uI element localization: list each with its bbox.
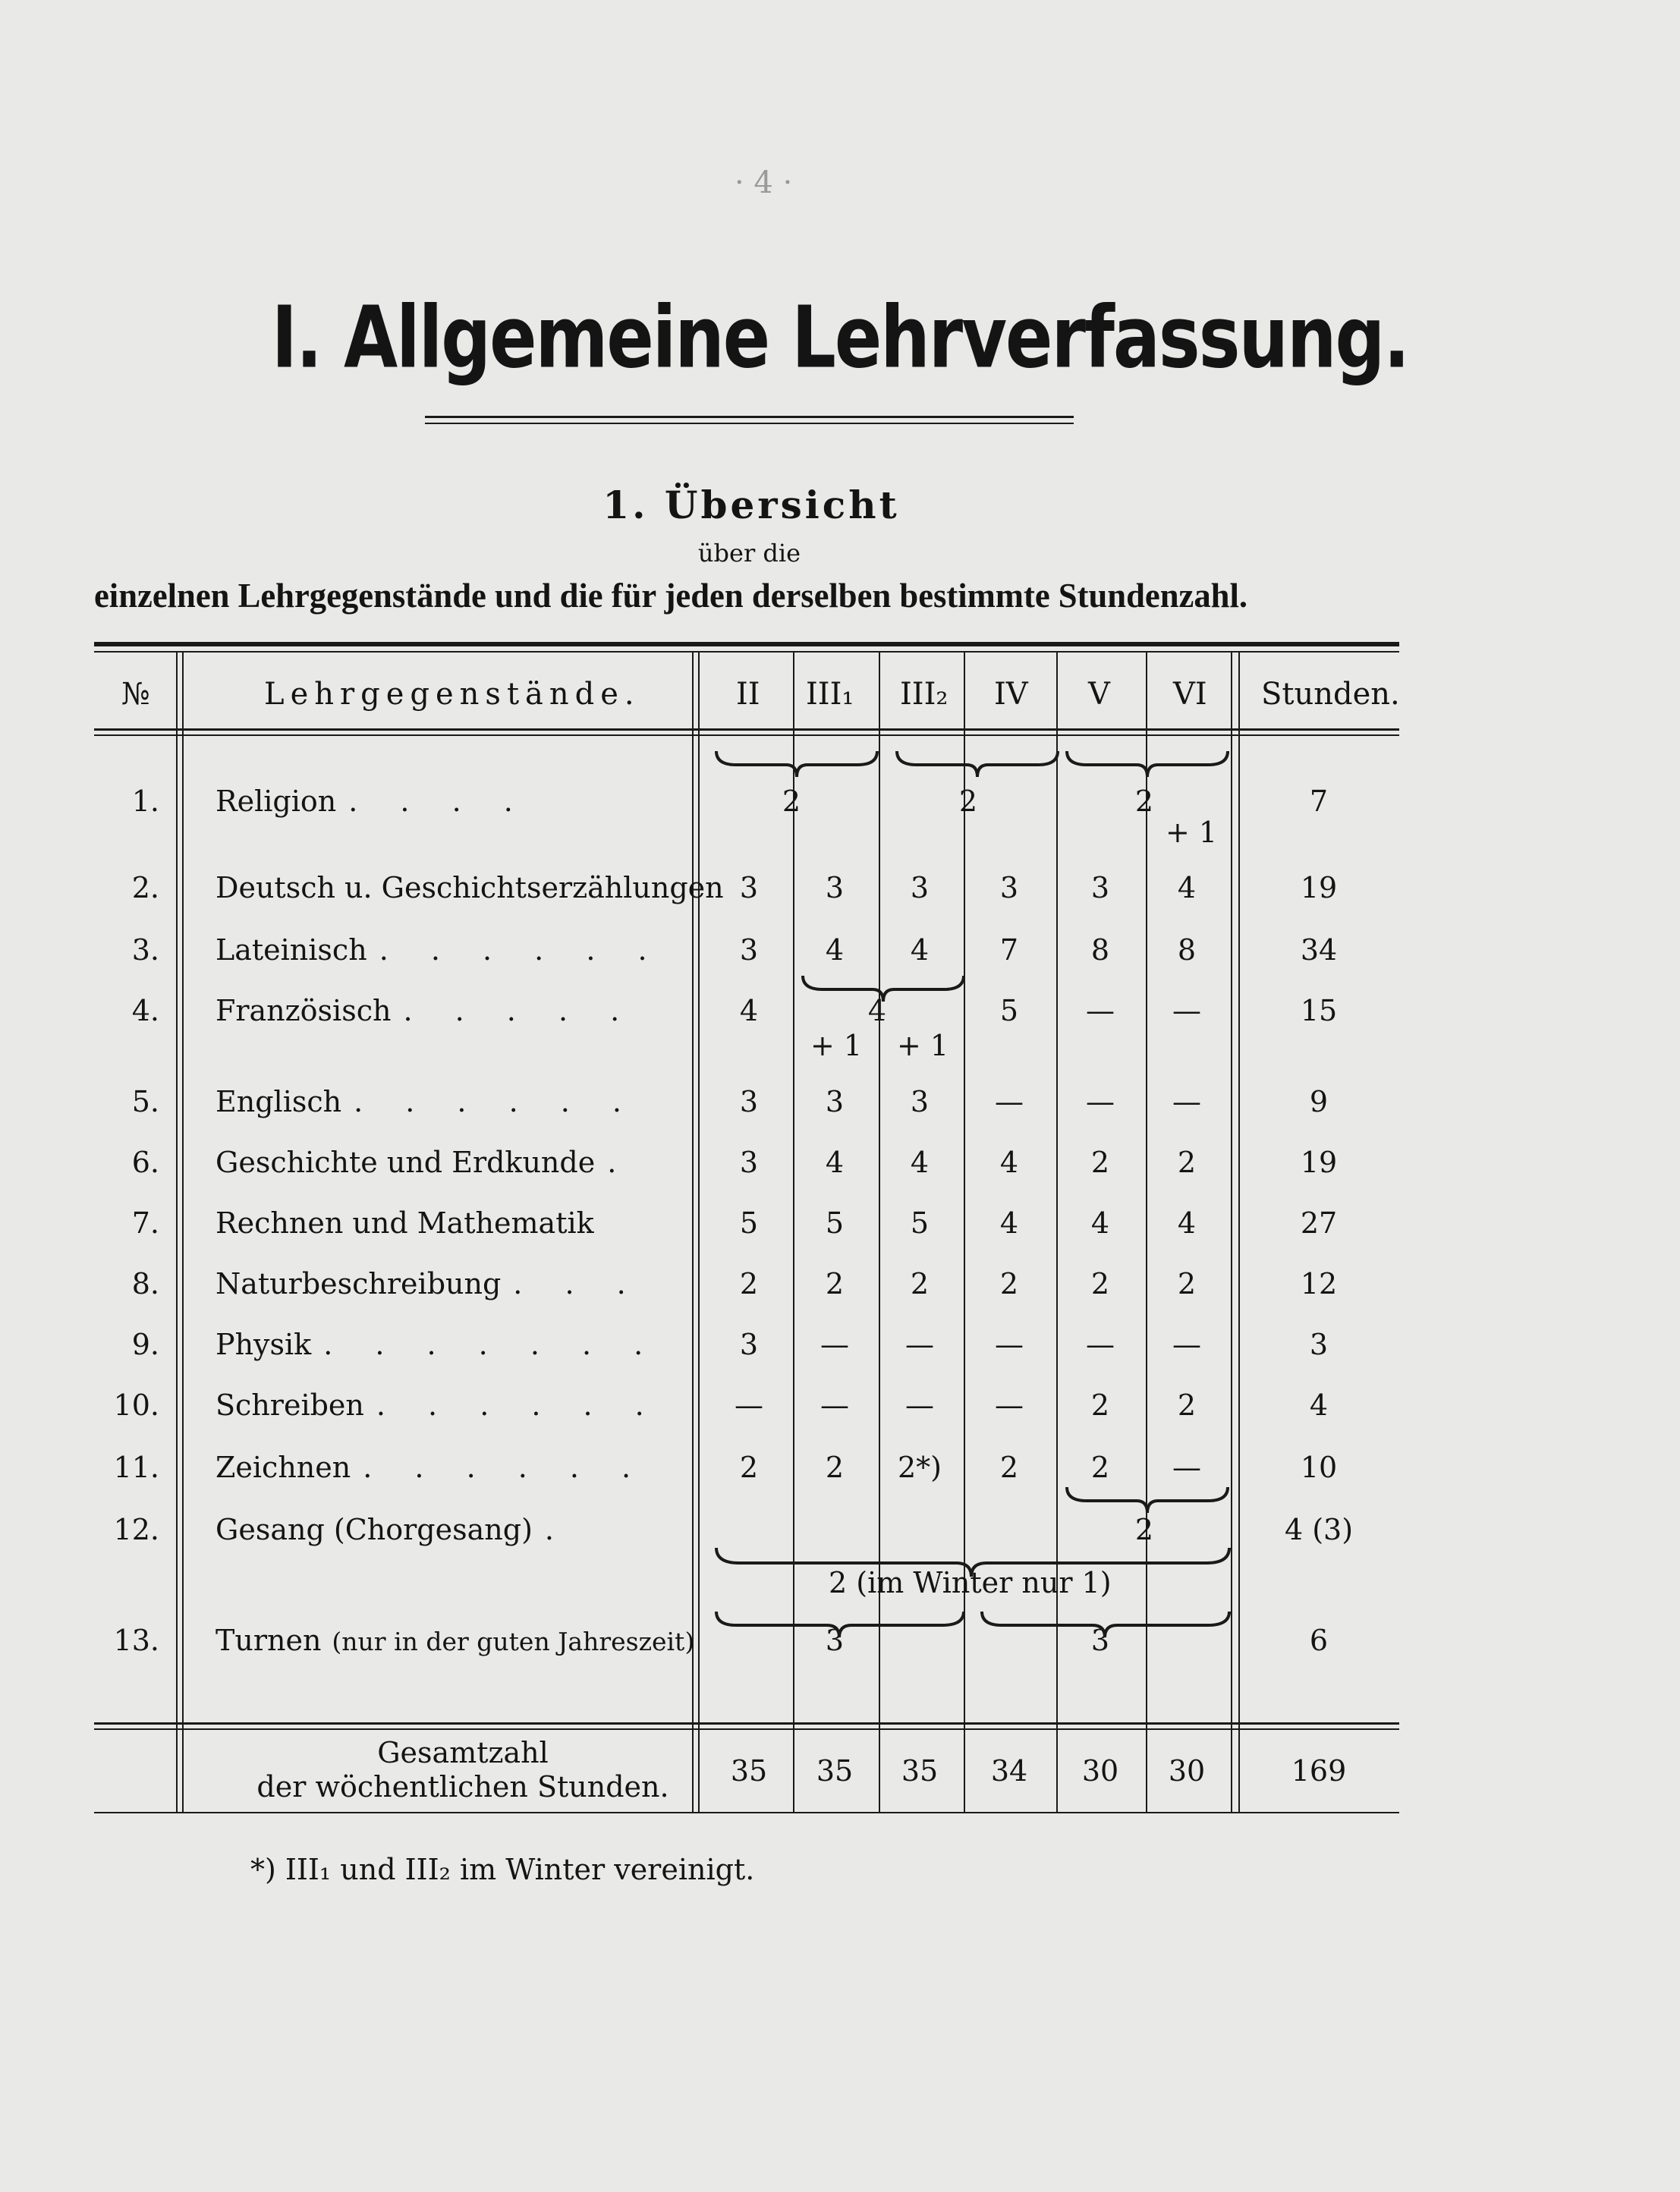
brace-religion-iii2-iv <box>894 748 1061 778</box>
total-hours-cell: 6 <box>1309 1624 1329 1657</box>
hours-cell: 2 <box>825 1267 845 1300</box>
row-number: 12. <box>113 1513 159 1546</box>
hours-cell: — <box>1172 994 1201 1027</box>
header-class-v: V <box>1088 677 1110 712</box>
subject-5 <box>216 1085 638 1118</box>
row-number: 13. <box>113 1624 159 1657</box>
table-top-rule-thick <box>94 642 1399 646</box>
subject-note: (nur in der guten Jahreszeit) <box>332 1627 695 1656</box>
row-number: 11. <box>113 1451 159 1484</box>
religion-extra-hour: + 1 <box>1166 816 1218 849</box>
hours-cell: — <box>995 1388 1024 1422</box>
brace-turnen-ii-iii2 <box>713 1609 968 1639</box>
brace-religion-v-vi <box>1064 748 1231 778</box>
leader-dots: . <box>544 1513 571 1546</box>
hours-cell: 2 <box>958 785 978 818</box>
leader-dots: . . . . . . . <box>323 1328 660 1361</box>
col-line-vi-2 <box>1238 653 1240 1813</box>
col-line-num-2 <box>182 653 184 1813</box>
hours-cell: 4 <box>910 933 930 967</box>
hours-cell: 5 <box>999 994 1019 1027</box>
header-class-iii2: III₂ <box>900 677 949 712</box>
leader-dots: . . . <box>513 1267 643 1300</box>
header-class-iii1: III₁ <box>806 677 854 712</box>
hours-cell: 2 <box>1177 1146 1197 1179</box>
hours-cell: 4 <box>825 933 845 967</box>
hours-cell: 2 <box>1177 1267 1197 1300</box>
row-number: 6. <box>131 1146 159 1179</box>
col-line-iii2 <box>964 653 965 1813</box>
subject-3 <box>216 933 664 967</box>
hours-cell: 2 <box>1134 785 1154 818</box>
hours-cell: 7 <box>999 933 1019 967</box>
subject-label: Schreiben <box>216 1388 364 1422</box>
hours-cell: 4 <box>1090 1206 1110 1240</box>
leader-dots: . . . . . . <box>363 1451 648 1484</box>
hours-cell: 2 <box>1090 1146 1110 1179</box>
hours-cell: — <box>1086 1328 1115 1361</box>
hours-cell: 2 <box>1177 1388 1197 1422</box>
total-rule-2 <box>94 1728 1399 1730</box>
hours-cell: 2 <box>999 1451 1019 1484</box>
hours-cell: 2 <box>1090 1451 1110 1484</box>
subject-label: Lateinisch <box>216 933 367 967</box>
hours-cell: 2 <box>739 1451 759 1484</box>
hours-cell: 8 <box>1177 933 1197 967</box>
subject-1 <box>216 785 530 818</box>
hours-cell: 2 <box>782 785 801 818</box>
header-rule-1 <box>94 728 1399 731</box>
weekly-total-cell: 30 <box>1168 1754 1206 1788</box>
hours-cell: 5 <box>825 1206 845 1240</box>
subject-9 <box>216 1328 659 1361</box>
col-line-v <box>1146 653 1147 1813</box>
hours-cell: 3 <box>1090 871 1110 904</box>
hours-cell: — <box>820 1328 849 1361</box>
hours-cell: — <box>1086 1085 1115 1118</box>
leader-dots: . <box>607 1146 634 1179</box>
hours-cell: — <box>1172 1328 1201 1361</box>
total-hours-cell: 3 <box>1309 1328 1329 1361</box>
hours-cell: — <box>905 1328 934 1361</box>
hours-cell: 4 <box>999 1146 1019 1179</box>
header-class-ii: II <box>736 677 760 712</box>
subject-8 <box>216 1267 643 1300</box>
subject-2 <box>216 871 724 904</box>
hours-cell: 3 <box>739 1328 759 1361</box>
table-top-rule-thin <box>94 651 1399 653</box>
row-number: 1. <box>131 785 159 818</box>
row-number: 8. <box>131 1267 159 1300</box>
section-subtitle: einzelnen Lehrgegenstände und die für jeden derselben bestimmte Stundenzahl. <box>94 576 1248 615</box>
hours-cell: 4 <box>1177 871 1197 904</box>
hours-cell: 4 <box>999 1206 1019 1240</box>
main-title: I. Allgemeine Lehrverfassung. <box>271 288 1409 388</box>
hours-cell: — <box>820 1388 849 1422</box>
leader-dots: . . . . . . <box>354 1085 638 1118</box>
weekly-total-cell: 34 <box>990 1754 1028 1788</box>
weekly-total-cell: 30 <box>1081 1754 1119 1788</box>
brace-french-iii <box>800 973 967 1003</box>
subject-6 <box>216 1146 633 1179</box>
hours-cell: 3 <box>739 933 759 967</box>
table-bottom-rule <box>94 1812 1399 1813</box>
total-hours-cell: 4 <box>1309 1388 1329 1422</box>
subject-label: Rechnen und Mathematik <box>216 1206 594 1240</box>
hours-cell: 4 <box>910 1146 930 1179</box>
section-subtitle-small: über die <box>697 539 801 568</box>
gesang-span-note: 2 (im Winter nur 1) <box>829 1566 1112 1599</box>
total-hours-cell: 9 <box>1309 1085 1329 1118</box>
brace-gesang-v-vi <box>1064 1484 1231 1514</box>
row-number: 10. <box>113 1388 159 1422</box>
hours-cell: — <box>735 1388 763 1422</box>
header-hours: Stunden. <box>1261 677 1400 712</box>
hours-cell: 3 <box>739 1085 759 1118</box>
french-extra-hour-iii2: + 1 <box>897 1029 949 1062</box>
col-line-vi <box>1231 653 1232 1813</box>
row-number: 4. <box>131 994 159 1027</box>
total-hours-cell: 19 <box>1300 1146 1338 1179</box>
subject-label: Französisch <box>216 994 392 1027</box>
hours-cell: — <box>1172 1085 1201 1118</box>
title-rule-bottom <box>425 423 1074 424</box>
subject-label: Geschichte und Erdkunde <box>216 1146 596 1179</box>
header-number: № <box>121 677 150 712</box>
hours-cell: 2 <box>910 1267 930 1300</box>
row-number: 9. <box>131 1328 159 1361</box>
total-label-line1: Gesamtzahl <box>377 1736 549 1769</box>
footnote: *) III₁ und III₂ im Winter vereinigt. <box>250 1853 755 1886</box>
section-title: 1. Übersicht <box>602 483 900 527</box>
hours-cell: 5 <box>739 1206 759 1240</box>
hours-cell: 3 <box>739 1146 759 1179</box>
subject-12 <box>216 1513 571 1546</box>
leader-dots: . . . . . <box>403 994 637 1027</box>
leader-dots: . . . . <box>348 785 530 818</box>
hours-cell: — <box>1086 994 1115 1027</box>
subject-label: Physik <box>216 1328 312 1361</box>
row-number: 7. <box>131 1206 159 1240</box>
hours-cell: 3 <box>825 1624 845 1657</box>
hours-cell: 2 <box>739 1267 759 1300</box>
col-line-num <box>176 653 178 1813</box>
brace-religion-ii-iii1 <box>713 748 880 778</box>
weekly-total-cell: 35 <box>901 1754 939 1788</box>
hours-cell: — <box>905 1388 934 1422</box>
hours-cell: 2 <box>825 1451 845 1484</box>
hours-cell: 4 <box>739 994 759 1027</box>
total-hours-cell: 15 <box>1300 994 1338 1027</box>
hours-cell: 2 <box>999 1267 1019 1300</box>
leader-dots: . . . . . . <box>376 1388 661 1422</box>
row-number: 2. <box>131 871 159 904</box>
total-hours-cell: 19 <box>1300 871 1338 904</box>
col-line-iv <box>1056 653 1058 1813</box>
subject-7 <box>216 1206 594 1240</box>
subject-13 <box>216 1624 694 1657</box>
subject-4 <box>216 994 636 1027</box>
hours-cell: 2 <box>1134 1513 1154 1546</box>
hours-cell: 3 <box>825 871 845 904</box>
subject-label: Englisch <box>216 1085 342 1118</box>
total-label-line2: der wöchentlichen Stunden. <box>256 1770 669 1804</box>
subject-label: Deutsch u. Geschichtserzählungen <box>216 871 724 904</box>
hours-cell: 2*) <box>897 1451 942 1484</box>
hours-cell: 2 <box>1090 1388 1110 1422</box>
hours-cell: 3 <box>1090 1624 1110 1657</box>
total-hours-cell: 10 <box>1300 1451 1338 1484</box>
row-number: 5. <box>131 1085 159 1118</box>
row-number: 3. <box>131 933 159 967</box>
subject-label: Gesang (Chorgesang) <box>216 1513 533 1546</box>
hours-cell: — <box>995 1328 1024 1361</box>
subject-10 <box>216 1388 661 1422</box>
weekly-total-cell: 35 <box>730 1754 768 1788</box>
total-hours-cell: 4 (3) <box>1284 1513 1354 1546</box>
grand-total-cell: 169 <box>1291 1754 1347 1788</box>
total-hours-cell: 7 <box>1309 785 1329 818</box>
subject-label: Naturbeschreibung <box>216 1267 502 1300</box>
page-number: · 4 · <box>735 165 793 200</box>
hours-cell: — <box>995 1085 1024 1118</box>
hours-cell: 3 <box>825 1085 845 1118</box>
subject-label: Turnen <box>216 1624 322 1657</box>
header-class-vi: VI <box>1173 677 1207 712</box>
hours-cell: 5 <box>910 1206 930 1240</box>
title-rule-top <box>425 416 1074 418</box>
total-hours-cell: 12 <box>1300 1267 1338 1300</box>
hours-cell: 3 <box>910 1085 930 1118</box>
hours-cell: 3 <box>739 871 759 904</box>
col-line-subject-2 <box>698 653 700 1813</box>
col-line-iii1 <box>879 653 880 1813</box>
header-class-iv: IV <box>994 677 1028 712</box>
col-line-ii <box>793 653 794 1813</box>
hours-cell: 8 <box>1090 933 1110 967</box>
hours-cell: — <box>1172 1451 1201 1484</box>
hours-cell: 4 <box>825 1146 845 1179</box>
hours-cell: 4 <box>1177 1206 1197 1240</box>
hours-cell: 2 <box>1090 1267 1110 1300</box>
hours-cell: 3 <box>910 871 930 904</box>
hours-cell: 4 <box>867 994 887 1027</box>
leader-dots: . . . . . . <box>379 933 664 967</box>
hours-cell: 3 <box>999 871 1019 904</box>
weekly-total-cell: 35 <box>816 1754 854 1788</box>
subject-11 <box>216 1451 647 1484</box>
subject-label: Zeichnen <box>216 1451 351 1484</box>
total-hours-cell: 27 <box>1300 1206 1338 1240</box>
subject-label: Religion <box>216 785 337 818</box>
header-subject: Lehrgegenstände. <box>264 677 640 712</box>
total-hours-cell: 34 <box>1300 933 1338 967</box>
brace-turnen-iv-vi <box>979 1609 1234 1639</box>
header-rule-2 <box>94 734 1399 736</box>
french-extra-hour-iii1: + 1 <box>810 1029 863 1062</box>
total-rule-1 <box>94 1722 1399 1725</box>
